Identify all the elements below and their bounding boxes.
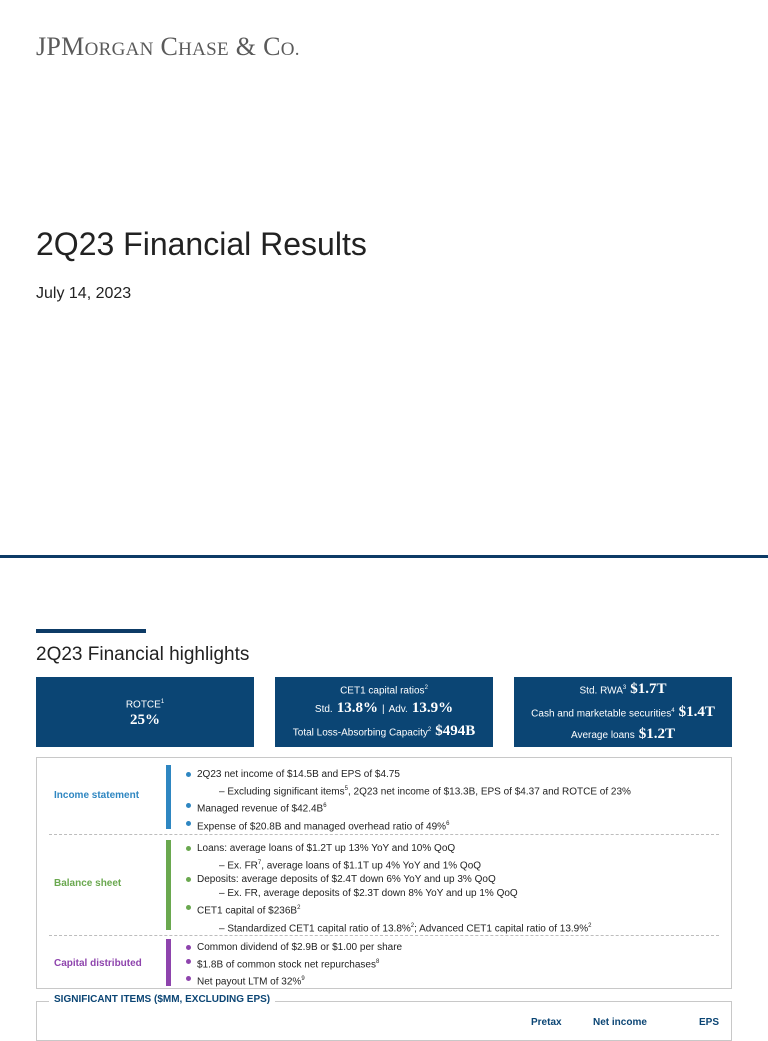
column-header-net-income: Net income <box>593 1017 647 1028</box>
list-item: Loans: average loans of $1.2T up 13% YoY and 10% QoQ <box>184 842 591 856</box>
jpmorgan-logo: JPMORGAN CHASE & CO. <box>36 32 300 61</box>
list-item: – Excluding significant items$^5$, 2Q23 net income of $13.3B, EPS of $4.37 and ROTCE of 23% <box>219 786 631 798</box>
section-accent-bar <box>36 629 146 633</box>
section-label: Balance sheet <box>54 878 122 889</box>
significant-items-title: SIGNIFICANT ITEMS ($MM, EXCLUDING EPS) <box>49 994 275 1005</box>
list-item: – Ex. FR, average deposits of $2.3T down 8% YoY and up 1% QoQ <box>219 888 518 900</box>
section-color-bar <box>166 939 171 986</box>
kpi-capital-ratios: CET1 capital ratios$^2$ Std. 13.8% | Adv. 13.9% Total Loss-Absorbing Capacity$^2$ $494B <box>275 677 493 747</box>
column-header-pretax: Pretax <box>531 1017 562 1028</box>
slide-divider <box>0 555 768 558</box>
list-item: 2Q23 net income of $14.5B and EPS of $4.75 <box>184 768 631 782</box>
kpi-rotce: ROTCE$^1$ 25% <box>36 677 254 747</box>
list-item: Managed revenue of $\$42.4B^6$ <box>184 799 631 816</box>
section-divider <box>49 834 719 835</box>
highlights-title: 2Q23 Financial highlights <box>36 644 250 665</box>
section-color-bar <box>166 765 171 829</box>
rotce-label: ROTCE <box>125 699 161 711</box>
section-label: Capital distributed <box>54 958 142 969</box>
column-header-eps: EPS <box>699 1017 720 1028</box>
section-divider <box>49 935 719 936</box>
list-item: CET1 capital of $\$236B^2$ <box>184 901 591 918</box>
list-item: Common dividend of $2.9B or $1.00 per share <box>184 941 402 955</box>
cash-value: $1.4T <box>678 704 715 721</box>
significant-items-box <box>36 994 732 1041</box>
section-color-bar <box>166 840 171 930</box>
highlights-panel <box>36 757 732 989</box>
cet1-label: CET1 capital ratios <box>340 685 425 696</box>
list-item: Expense of $20.8B and managed overhead ratio of 49%$^6$ <box>184 817 631 834</box>
rwa-value: $1.7T <box>630 681 667 697</box>
list-item: Net payout LTM of 32%$^9$ <box>184 972 402 989</box>
section-label: Income statement <box>54 790 140 801</box>
kpi-balance: Std. RWA$^3$ $1.7T Cash and marketable securities$^4$ $1.4T Average loans $1.2T <box>514 677 732 747</box>
adv-cet1-value: 13.9% <box>411 700 454 716</box>
list-item: Deposits: average deposits of $2.4T down 6% YoY and up 3% QoQ <box>184 873 591 887</box>
list-item: – Standardized CET1 capital ratio of 13.8%$^2$; Advanced CET1 capital ratio of 13.9%$^2$ <box>219 922 592 934</box>
page-title: 2Q23 Financial Results <box>36 226 367 262</box>
list-item: $1.8B of common stock net repurchases$^8$ <box>184 955 402 972</box>
list-item: – Ex. $FR^7$, average loans of $1.1T up 4% YoY and 1% QoQ <box>219 860 482 872</box>
std-cet1-value: 13.8% <box>336 700 378 716</box>
tlac-value: $494B <box>435 723 476 740</box>
rotce-value: 25% <box>130 712 160 729</box>
avg-loans-value: $1.2T <box>638 726 675 743</box>
report-date: July 14, 2023 <box>36 285 132 302</box>
